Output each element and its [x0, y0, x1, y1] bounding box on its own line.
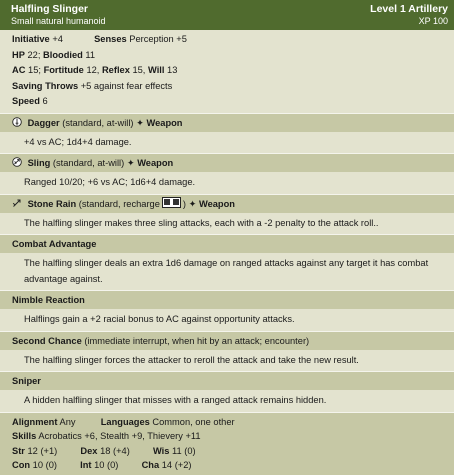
power-keyword: ✦ Weapon	[126, 158, 174, 168]
fortitude-label: Fortitude	[43, 65, 84, 75]
saves-line	[12, 79, 454, 95]
ranged-icon	[12, 196, 22, 206]
hp-value: 22;	[27, 49, 41, 60]
abilities-line-2	[12, 458, 454, 473]
power-nimble-reaction-desc: Halflings gain a +2 racial bonus to AC against opportunity attacks.	[0, 309, 454, 331]
ranged-basic-icon	[12, 155, 22, 165]
hp-line	[12, 48, 454, 64]
int-label: Int	[80, 460, 92, 470]
power-name: Sling	[27, 158, 51, 168]
alignment-label: Alignment	[12, 416, 58, 427]
power-usage: (standard, at-will)	[52, 158, 125, 168]
ac-label: AC	[12, 65, 26, 75]
skills-line	[12, 429, 454, 444]
power-name: Combat Advantage	[12, 239, 97, 249]
saves-value: +5 against fear effects	[80, 80, 173, 91]
power-dagger-desc: +4 vs AC; 1d4+4 damage.	[0, 132, 454, 154]
power-stone-rain-header	[0, 194, 454, 213]
languages-value: Common, one other	[152, 416, 235, 427]
hp-label: HP	[12, 49, 25, 60]
abilities-line-1	[12, 444, 454, 459]
monster-name: Halfling Slinger	[11, 3, 89, 15]
str-label: Str	[12, 445, 25, 456]
power-sling-header	[0, 153, 454, 172]
monster-xp: XP 100	[418, 16, 448, 26]
power-second-chance-header	[0, 331, 454, 350]
power-second-chance-desc: The halfling slinger forces the attacker to reroll the attack and take the new result.	[0, 350, 454, 372]
dex-label: Dex	[80, 445, 98, 456]
wis-value: 11 (0)	[172, 445, 196, 456]
alignment-line	[12, 415, 454, 430]
power-name: Sniper	[12, 376, 41, 386]
cha-label: Cha	[141, 460, 160, 470]
recharge-dice-icon	[162, 197, 181, 208]
will-value: 13	[167, 65, 178, 75]
int-value: 10 (0)	[94, 460, 119, 470]
power-sniper-header	[0, 371, 454, 390]
power-combat-advantage-header	[0, 234, 454, 253]
power-name: Dagger	[27, 117, 60, 128]
con-label: Con	[12, 460, 31, 470]
reflex-label: Reflex	[101, 65, 130, 75]
stat-block-header	[0, 0, 454, 30]
con-value: 10 (0)	[32, 460, 57, 470]
power-sling-desc: Ranged 10/20; +6 vs AC; 1d6+4 damage.	[0, 172, 454, 194]
str-value: 12 (+1)	[27, 445, 58, 456]
initiative-value: +4	[52, 34, 63, 44]
power-name: Second Chance	[12, 335, 82, 346]
will-label: Will	[148, 65, 165, 75]
initiative-label: Initiative	[12, 34, 50, 44]
speed-line	[12, 94, 454, 110]
monster-level: Level 1 Artillery	[370, 3, 448, 15]
core-stats	[0, 30, 454, 113]
speed-label: Speed	[12, 96, 40, 106]
ac-value: 15;	[28, 65, 41, 75]
power-keyword: ✦ Weapon	[188, 198, 235, 209]
power-name: Nimble Reaction	[12, 295, 85, 305]
power-combat-advantage-desc: The halfling slinger deals an extra 1d6 damage on ranged attacks against any target it has combat advantage against.	[0, 253, 454, 290]
defenses-line	[12, 63, 454, 79]
bloodied-label: Bloodied	[43, 49, 83, 60]
power-nimble-reaction-header	[0, 290, 454, 309]
power-usage: (immediate interrupt, when hit by an attack; encounter)	[84, 335, 310, 346]
power-dagger-header	[0, 113, 454, 132]
skills-value: Acrobatics +6, Stealth +9, Thievery +11	[38, 431, 201, 441]
power-usage-end: )	[182, 198, 186, 209]
stat-block-footer	[0, 412, 454, 475]
dex-value: 18 (+4)	[100, 445, 130, 456]
cha-value: 14 (+2)	[161, 460, 192, 470]
power-usage: (standard, at-will)	[62, 117, 134, 128]
wis-label: Wis	[152, 445, 170, 456]
power-stone-rain-desc: The halfling slinger makes three sling attacks, each with a -2 penalty to the attack roll..	[0, 213, 454, 235]
saves-label: Saving Throws	[12, 80, 79, 91]
languages-label: Languages	[100, 416, 150, 427]
senses-value: Perception +5	[129, 34, 187, 44]
power-usage: (standard, recharge	[78, 198, 160, 209]
alignment-value: Any	[59, 416, 76, 427]
melee-basic-icon	[12, 115, 22, 125]
senses-label: Senses	[94, 34, 127, 44]
skills-label: Skills	[12, 431, 37, 441]
power-sniper-desc: A hidden halfling slinger that misses with a ranged attack remains hidden.	[0, 390, 454, 412]
power-name: Stone Rain	[27, 198, 77, 209]
power-keyword: ✦ Weapon	[136, 117, 183, 128]
speed-value: 6	[42, 96, 48, 106]
initiative-line	[12, 32, 454, 48]
reflex-value: 15,	[132, 65, 146, 75]
bloodied-value: 11	[85, 49, 96, 60]
monster-type: Small natural humanoid	[11, 16, 106, 26]
fortitude-value: 12,	[86, 65, 100, 75]
